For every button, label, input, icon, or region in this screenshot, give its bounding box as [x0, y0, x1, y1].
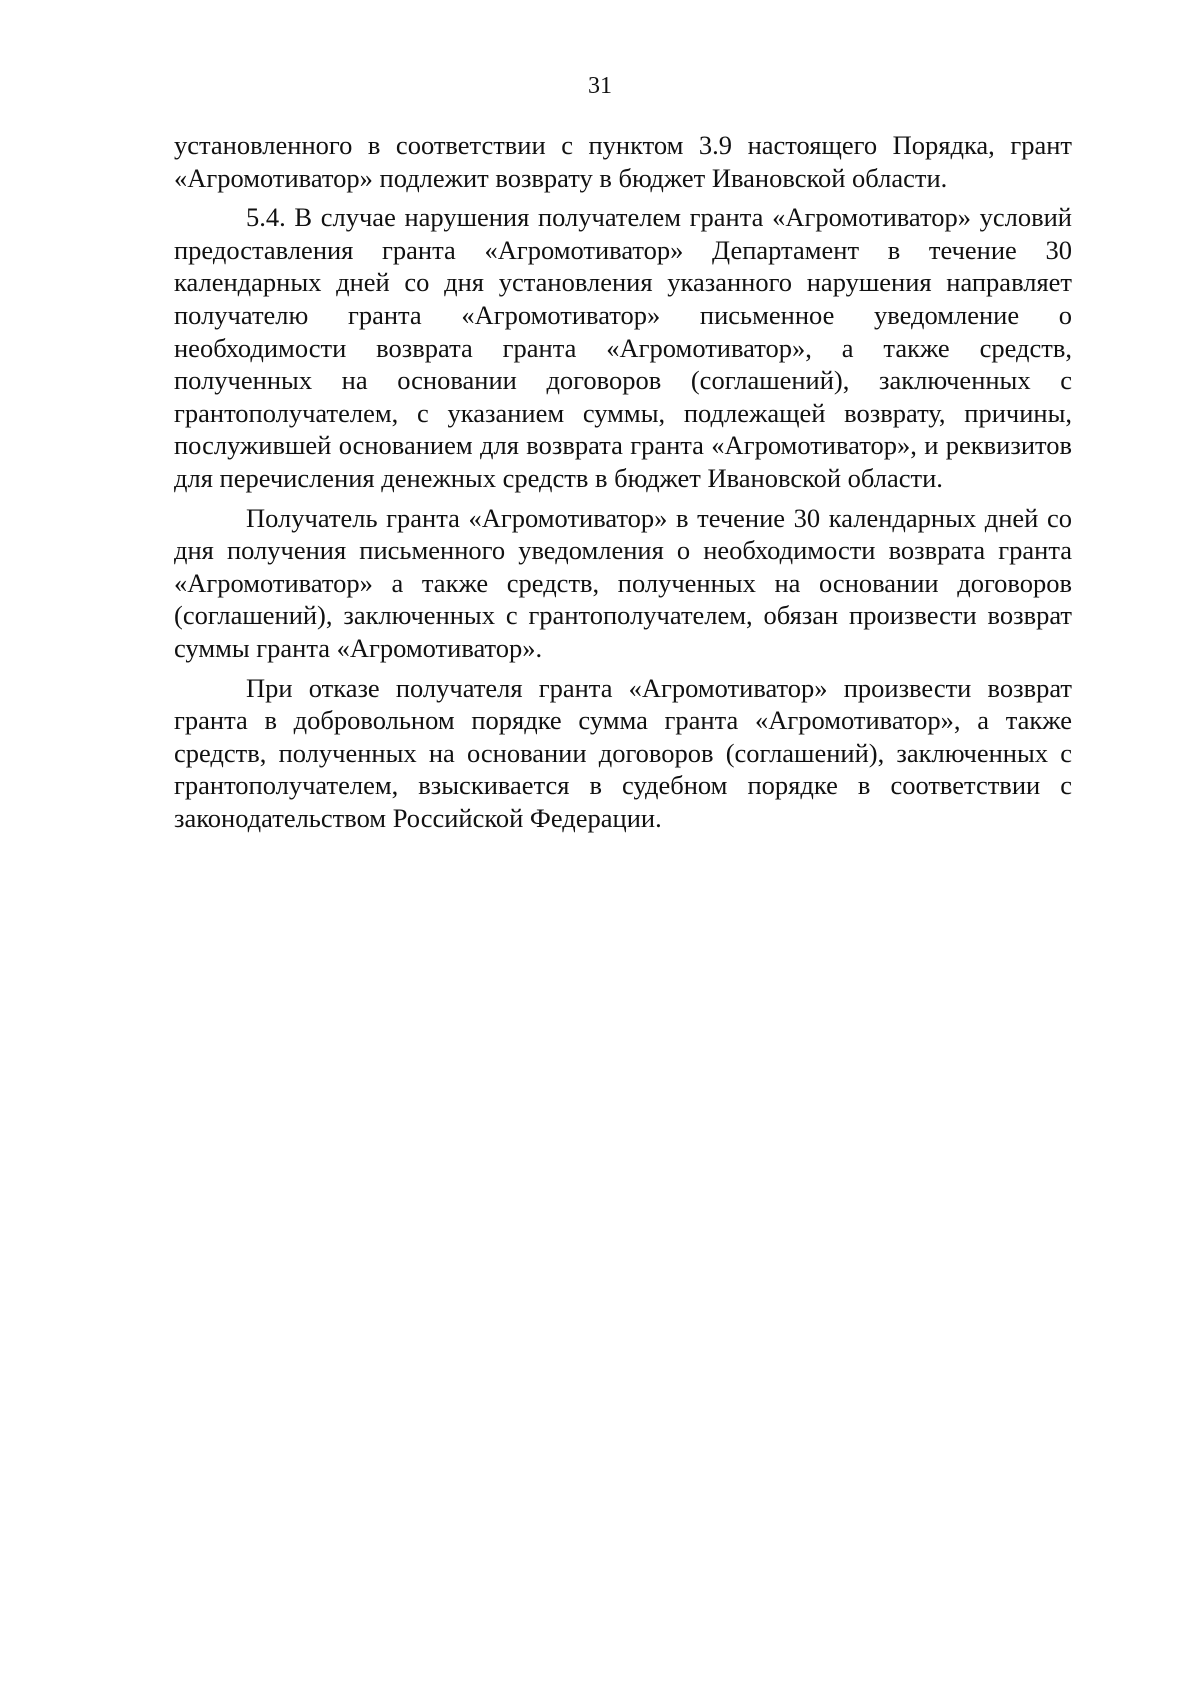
paragraph-recipient-obligation: Получатель гранта «Агромотиватор» в течение 30 календарных дней со дня получения письменного уведомления о необходимости возврата гранта «Агромотиватор» а также средств, полученных на основании договоров (соглашений), заключенных с грантополучателем, обязан произвести возврат суммы гранта «Агромотиватор». [174, 502, 1072, 663]
document-body [174, 129, 1072, 841]
paragraph-court-recovery: При отказе получателя гранта «Агромотиватор» произвести возврат гранта в добровольном порядке сумма гранта «Агромотиватор», а также средств, полученных на основании договоров (соглашений), заключенных с грантополучателем, взыскивается в судебном порядке в соответствии с законодательством Российской Федерации. [174, 672, 1072, 833]
page-number: 31 [588, 73, 612, 99]
paragraph-5-4: 5.4. В случае нарушения получателем гранта «Агромотиватор» условий предоставления гранта «Агромотиватор» Департамент в течение 30 календарных дней со дня установления указанного нарушения направляет получателю гранта «Агромотиватор» письменное уведомление о необходимости возврата гранта «Агромотиватор», а также средств, полученных на основании договоров (соглашений), заключенных с грантополучателем, с указанием суммы, подлежащей возврату, причины, послужившей основанием для возврата гранта «Агромотиватор», и реквизитов для перечисления денежных средств в бюджет Ивановской области. [174, 202, 1072, 493]
paragraph-continuation: установленного в соответствии с пунктом 3.9 настоящего Порядка, грант «Агромотиватор» подлежит возврату в бюджет Ивановской области. [174, 130, 1072, 193]
